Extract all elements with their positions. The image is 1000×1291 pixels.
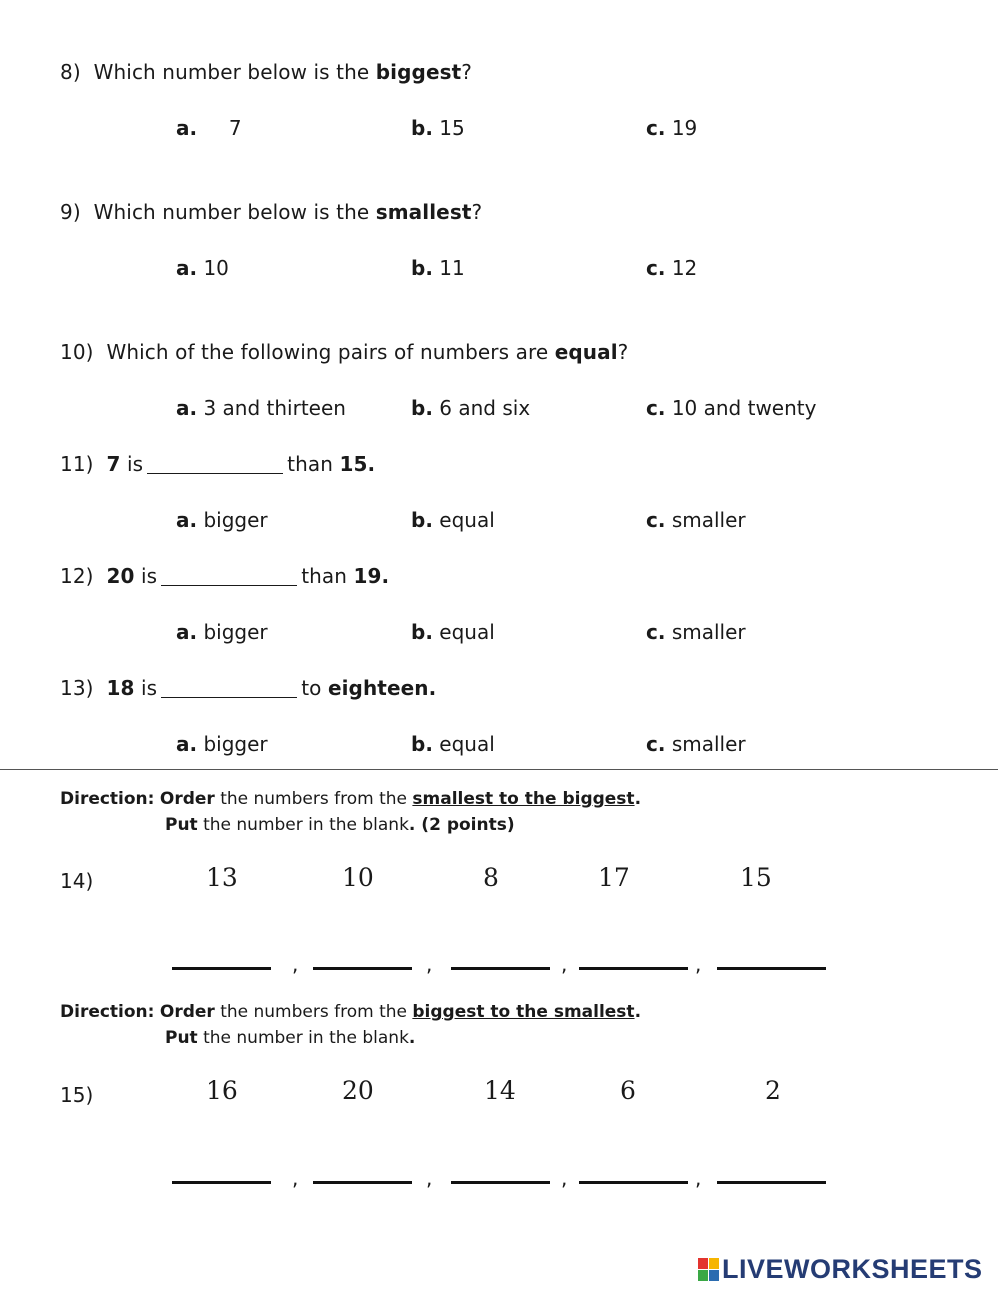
option-8c[interactable]: [646, 116, 697, 140]
option-12b[interactable]: [411, 620, 495, 644]
question-punct: ?: [471, 200, 483, 224]
option-value: smaller: [671, 732, 746, 756]
comma: ,: [426, 1166, 433, 1190]
number-16: 16: [206, 1076, 238, 1105]
option-letter: a.: [176, 620, 198, 644]
option-value: equal: [439, 620, 495, 644]
question-keyword: biggest: [375, 60, 462, 84]
option-value: 7: [228, 116, 242, 140]
answer-blank-14-3[interactable]: [451, 967, 550, 970]
question-14-number: 14): [60, 869, 94, 893]
comma: ,: [292, 1166, 299, 1190]
option-letter: b.: [411, 732, 433, 756]
question-punct: ?: [617, 340, 629, 364]
option-letter: c.: [646, 508, 666, 532]
question-text: Which number below is the: [93, 200, 376, 224]
option-9c[interactable]: [646, 256, 697, 280]
liveworksheets-logo-icon: [698, 1258, 720, 1282]
option-8a[interactable]: [176, 116, 242, 140]
direction-points: .: [408, 1028, 416, 1048]
option-10c[interactable]: [646, 396, 816, 420]
number-8: 8: [483, 863, 499, 892]
number-15: 15: [740, 863, 772, 892]
question-comparator: than: [301, 564, 348, 588]
direction-label: Direction:: [60, 1002, 155, 1022]
question-verb: is: [141, 676, 158, 700]
option-letter: c.: [646, 620, 666, 644]
direction-text: the numbers from the: [214, 789, 413, 809]
option-letter: a.: [176, 508, 198, 532]
direction-2-line-2: [165, 1028, 415, 1048]
comma: ,: [561, 952, 568, 976]
number-20: 20: [342, 1076, 374, 1105]
option-value: 12: [671, 256, 698, 280]
option-value: 11: [439, 256, 465, 280]
direction-2: [60, 1002, 641, 1022]
option-9a[interactable]: [176, 256, 229, 280]
comma: ,: [561, 1166, 568, 1190]
option-9b[interactable]: [411, 256, 465, 280]
question-punct: ?: [461, 60, 472, 84]
question-object: 15.: [339, 452, 376, 476]
question-subject: 20: [106, 564, 135, 588]
number-6: 6: [620, 1076, 636, 1105]
question-number: 13): [60, 676, 94, 700]
direction-text: the number in the blank: [197, 815, 409, 835]
option-value: 6 and six: [439, 396, 531, 420]
question-subject: 7: [106, 452, 121, 476]
option-10b[interactable]: [411, 396, 530, 420]
answer-blank-15-5[interactable]: [717, 1181, 826, 1184]
question-keyword: equal: [554, 340, 618, 364]
question-keyword: smallest: [375, 200, 472, 224]
option-value: equal: [439, 508, 495, 532]
option-letter: c.: [646, 732, 666, 756]
option-13b[interactable]: [411, 732, 495, 756]
option-value: 3 and thirteen: [203, 396, 346, 420]
answer-blank[interactable]: [161, 565, 297, 586]
option-value: bigger: [203, 732, 268, 756]
answer-blank-14-4[interactable]: [579, 967, 688, 970]
answer-blank-14-5[interactable]: [717, 967, 826, 970]
number-14: 14: [484, 1076, 516, 1105]
comma: ,: [695, 1166, 702, 1190]
direction-put: Put: [165, 815, 198, 835]
option-letter: a.: [176, 116, 198, 140]
comma: ,: [695, 952, 702, 976]
number-10: 10: [342, 863, 374, 892]
option-value: smaller: [671, 508, 746, 532]
option-10a[interactable]: [176, 396, 346, 420]
option-value: bigger: [203, 620, 268, 644]
option-value: equal: [439, 732, 495, 756]
direction-text: the numbers from the: [214, 1002, 413, 1022]
comma: ,: [292, 952, 299, 976]
option-8b[interactable]: [411, 116, 465, 140]
question-number: 8): [60, 60, 81, 84]
answer-blank-15-4[interactable]: [579, 1181, 688, 1184]
option-11c[interactable]: [646, 508, 746, 532]
option-value: 15: [439, 116, 465, 140]
direction-punct: .: [634, 1002, 642, 1022]
option-letter: b.: [411, 620, 433, 644]
answer-blank[interactable]: [147, 453, 283, 474]
comma: ,: [426, 952, 433, 976]
direction-emphasis: biggest to the smallest: [412, 1002, 635, 1022]
option-letter: b.: [411, 508, 433, 532]
option-12a[interactable]: [176, 620, 268, 644]
direction-verb: Order: [159, 1002, 215, 1022]
option-letter: b.: [411, 116, 433, 140]
question-text: Which number below is the: [93, 60, 376, 84]
option-letter: c.: [646, 396, 666, 420]
option-13c[interactable]: [646, 732, 746, 756]
direction-1-line-2: [165, 815, 515, 835]
question-verb: is: [126, 452, 144, 476]
option-12c[interactable]: [646, 620, 746, 644]
question-13: [60, 676, 436, 700]
direction-verb: Order: [159, 789, 215, 809]
question-object: eighteen.: [327, 676, 437, 700]
answer-blank-15-3[interactable]: [451, 1181, 550, 1184]
answer-blank-14-1[interactable]: [172, 967, 271, 970]
section-divider: [0, 769, 998, 770]
liveworksheets-logo[interactable]: LIVEWORKSHEETS: [722, 1254, 983, 1284]
question-11: [60, 452, 375, 476]
option-value: bigger: [203, 508, 268, 532]
question-10: [60, 340, 628, 364]
question-number: 10): [60, 340, 94, 364]
answer-blank[interactable]: [161, 677, 297, 698]
direction-text: the number in the blank: [197, 1028, 409, 1048]
question-number: 12): [60, 564, 94, 588]
direction-put: Put: [165, 1028, 198, 1048]
question-text: Which of the following pairs of numbers are: [106, 340, 555, 364]
option-letter: c.: [646, 256, 666, 280]
number-2: 2: [765, 1076, 781, 1105]
question-comparator: than: [287, 452, 334, 476]
number-17: 17: [598, 863, 630, 892]
question-15-number: 15): [60, 1083, 94, 1107]
question-12: [60, 564, 389, 588]
question-subject: 18: [106, 676, 135, 700]
direction-label: Direction:: [60, 789, 155, 809]
option-value: 10: [203, 256, 229, 280]
option-letter: b.: [411, 396, 433, 420]
question-comparator: to: [301, 676, 322, 700]
option-letter: a.: [176, 256, 198, 280]
option-letter: c.: [646, 116, 666, 140]
option-value: smaller: [671, 620, 746, 644]
option-letter: a.: [176, 396, 198, 420]
direction-punct: .: [634, 789, 642, 809]
direction-1: [60, 789, 641, 809]
question-verb: is: [141, 564, 158, 588]
option-value: 19: [671, 116, 698, 140]
question-number: 9): [60, 200, 81, 224]
option-letter: b.: [411, 256, 433, 280]
option-value: 10 and twenty: [671, 396, 817, 420]
option-13a[interactable]: [176, 732, 268, 756]
number-13: 13: [206, 863, 238, 892]
direction-emphasis: smallest to the biggest: [412, 789, 635, 809]
direction-points: . (2 points): [408, 815, 515, 835]
answer-blank-15-1[interactable]: [172, 1181, 271, 1184]
answer-blank-15-2[interactable]: [313, 1181, 412, 1184]
question-object: 19.: [353, 564, 390, 588]
question-9: [60, 200, 482, 224]
answer-blank-14-2[interactable]: [313, 967, 412, 970]
question-number: 11): [60, 452, 94, 476]
option-11b[interactable]: [411, 508, 495, 532]
option-11a[interactable]: [176, 508, 268, 532]
option-letter: a.: [176, 732, 198, 756]
question-8: [60, 60, 472, 84]
